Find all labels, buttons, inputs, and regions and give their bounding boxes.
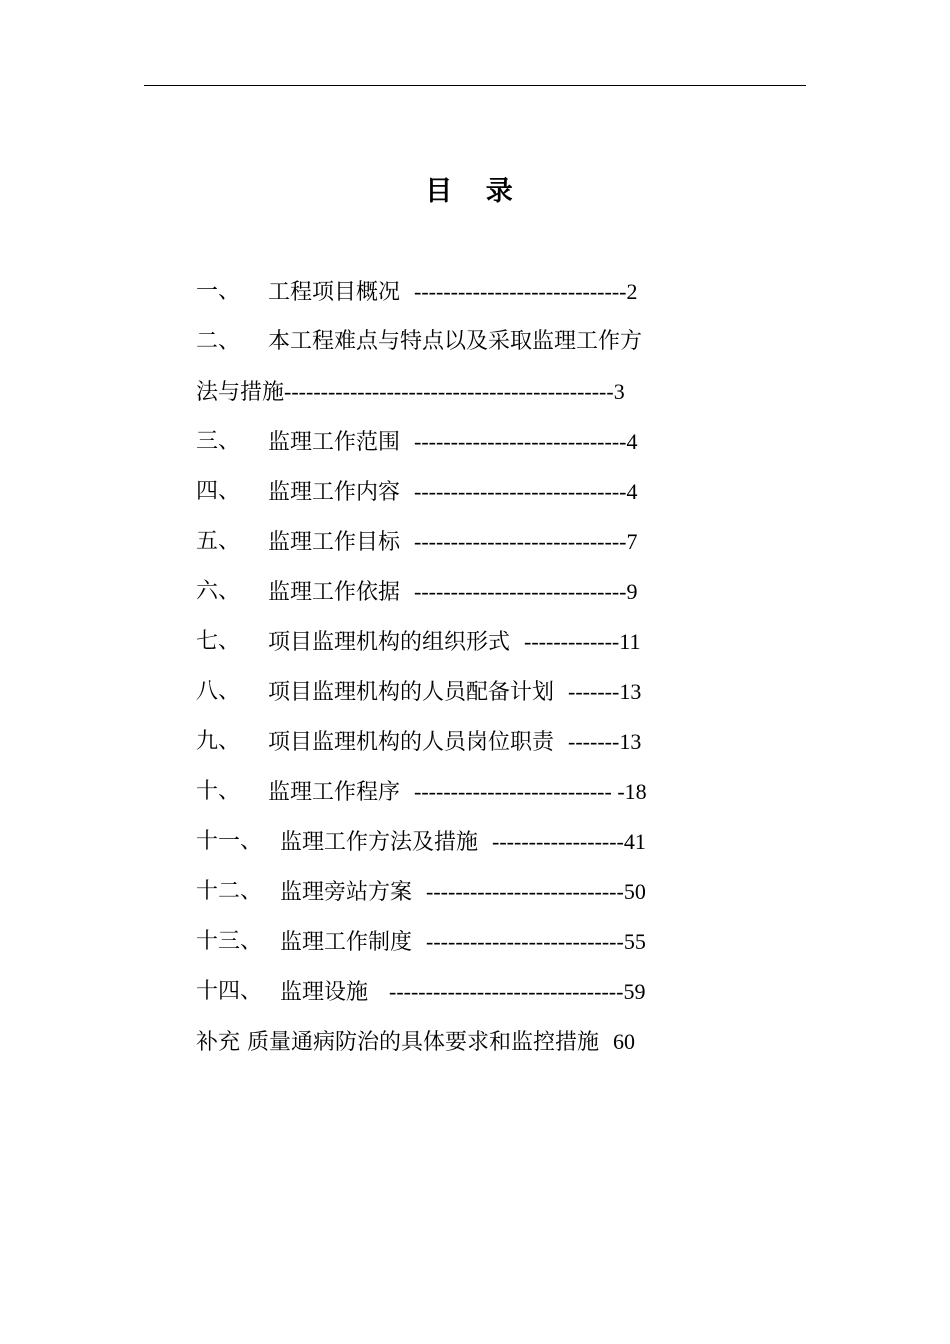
header-rule bbox=[144, 85, 806, 86]
toc-entry-page: 50 bbox=[623, 879, 646, 904]
toc-entry-title bbox=[280, 922, 646, 963]
toc-entry[interactable] bbox=[196, 922, 756, 972]
toc-entry[interactable] bbox=[196, 572, 756, 622]
toc-entry-title-text: 监理工作依据 bbox=[268, 580, 401, 605]
toc-entry-page: 3 bbox=[613, 379, 625, 404]
toc-entry[interactable] bbox=[196, 822, 756, 872]
toc-entry-title bbox=[268, 772, 647, 813]
toc-entry-title-text: 法与措施 bbox=[196, 380, 285, 405]
toc-entry[interactable] bbox=[196, 1022, 756, 1072]
toc-entry-number: 十四、 bbox=[196, 979, 263, 1004]
toc-entry-leader: ----------------------------- bbox=[414, 529, 627, 554]
toc-entry-title-text: 监理旁站方案 bbox=[280, 880, 413, 905]
toc-entry[interactable] bbox=[196, 522, 756, 572]
toc-entry-leader: ----------------------------- bbox=[414, 479, 627, 504]
toc-entry-title bbox=[280, 872, 646, 913]
toc-entry-title-text: 项目监理机构的组织形式 bbox=[268, 630, 511, 655]
toc-entry-title-text: 监理工作内容 bbox=[268, 480, 401, 505]
toc-entry-continuation[interactable] bbox=[196, 372, 756, 422]
toc-entry[interactable] bbox=[196, 672, 756, 722]
toc-entry-leader: ------- bbox=[568, 729, 620, 754]
toc-entry[interactable] bbox=[196, 772, 756, 822]
toc-entry-number: 十一、 bbox=[196, 829, 263, 854]
toc-entry-title-text: 监理工作目标 bbox=[268, 530, 401, 555]
toc-title: 目 录 bbox=[425, 176, 525, 207]
toc-entry-title bbox=[268, 722, 641, 763]
toc-entry-number: 四、 bbox=[196, 479, 241, 504]
toc-entry-title bbox=[280, 972, 645, 1013]
toc-entry-number: 八、 bbox=[196, 679, 241, 704]
toc-entry-page: 2 bbox=[626, 279, 638, 304]
toc-entry-title-text: 监理工作制度 bbox=[280, 930, 413, 955]
toc-entry-leader: --------------------------- bbox=[426, 879, 624, 904]
toc-entry-leader: -------------------------------- bbox=[389, 979, 624, 1004]
toc-entry[interactable] bbox=[196, 872, 756, 922]
toc-entry-leader: ----------------------------- bbox=[414, 429, 627, 454]
toc-entry-number: 一、 bbox=[196, 279, 241, 304]
toc-entry-page: 60 bbox=[613, 1029, 635, 1054]
toc-entry-number: 十、 bbox=[196, 779, 241, 804]
toc-entry-title bbox=[268, 572, 637, 613]
toc-entry-title-text: 工程项目概况 bbox=[268, 280, 401, 305]
toc-entry-page: 59 bbox=[623, 979, 646, 1004]
toc-entry-page: 4 bbox=[626, 429, 638, 454]
toc-entry-leader: ------------------ bbox=[492, 829, 624, 854]
toc-entry-title bbox=[268, 422, 637, 463]
toc-entry[interactable] bbox=[196, 422, 756, 472]
toc-entry[interactable] bbox=[196, 622, 756, 672]
toc-entry-leader: --------------------------- bbox=[426, 929, 624, 954]
toc-entry[interactable] bbox=[196, 472, 756, 522]
toc-entry-leader: ------- bbox=[568, 679, 620, 704]
toc-entry-page: 9 bbox=[626, 579, 638, 604]
toc-list bbox=[196, 272, 756, 1072]
toc-entry-number: 五、 bbox=[196, 529, 241, 554]
toc-entry-title bbox=[196, 1022, 635, 1063]
toc-entry[interactable] bbox=[196, 272, 756, 322]
toc-entry-page: 41 bbox=[623, 829, 646, 854]
toc-entry-title-text: 监理工作范围 bbox=[268, 430, 401, 455]
toc-entry-title bbox=[268, 522, 637, 563]
toc-entry[interactable] bbox=[196, 322, 756, 372]
toc-entry-number: 三、 bbox=[196, 429, 241, 454]
toc-entry[interactable] bbox=[196, 722, 756, 772]
toc-entry-title-text: 补充 质量通病防治的具体要求和监控措施 bbox=[196, 1030, 599, 1055]
toc-entry-title-text: 项目监理机构的人员配备计划 bbox=[268, 680, 555, 705]
toc-entry-title-text: 监理设施 bbox=[280, 980, 369, 1005]
toc-entry-leader: ----------------------------- bbox=[414, 579, 627, 604]
toc-entry-leader: ------------- bbox=[524, 629, 620, 654]
toc-entry-page: 11 bbox=[619, 629, 641, 654]
toc-entry-title: 本工程难点与特点以及采取监理工作方 bbox=[268, 329, 643, 354]
toc-entry-leader: --------------------------- - bbox=[414, 779, 625, 804]
toc-entry-number: 十二、 bbox=[196, 879, 263, 904]
toc-entry-number: 七、 bbox=[196, 629, 241, 654]
toc-entry-title bbox=[196, 372, 625, 413]
toc-entry-title-text: 监理工作方法及措施 bbox=[280, 830, 479, 855]
toc-entry-page: 18 bbox=[624, 779, 647, 804]
toc-entry[interactable] bbox=[196, 972, 756, 1022]
toc-entry-page: 13 bbox=[619, 679, 642, 704]
toc-entry-title-text: 项目监理机构的人员岗位职责 bbox=[268, 730, 555, 755]
toc-entry-page: 4 bbox=[626, 479, 638, 504]
toc-entry-title bbox=[268, 672, 641, 713]
toc-entry-title-text: 监理工作程序 bbox=[268, 780, 401, 805]
toc-entry-leader: --------------------------------------------- bbox=[284, 379, 614, 404]
toc-entry-page: 7 bbox=[626, 529, 638, 554]
toc-entry-page: 55 bbox=[623, 929, 646, 954]
toc-entry-title bbox=[268, 622, 640, 663]
toc-entry-number: 十三、 bbox=[196, 929, 263, 954]
toc-entry-title bbox=[268, 472, 637, 513]
toc-entry-number: 九、 bbox=[196, 729, 241, 754]
toc-entry-number: 六、 bbox=[196, 579, 241, 604]
toc-entry-number: 二、 bbox=[196, 329, 241, 354]
toc-entry-leader: ----------------------------- bbox=[414, 279, 627, 304]
toc-entry-title bbox=[280, 822, 646, 863]
toc-entry-page: 13 bbox=[619, 729, 642, 754]
toc-entry-title bbox=[268, 272, 637, 313]
